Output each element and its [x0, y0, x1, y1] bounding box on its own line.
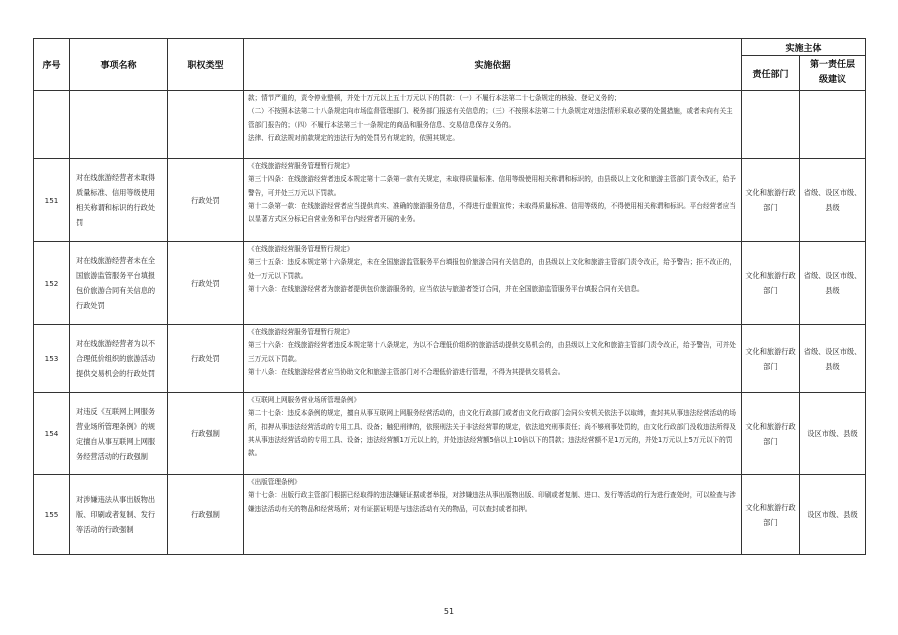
- row-dept: 文化和旅游行政部门: [742, 393, 800, 475]
- page-number: 51: [443, 607, 455, 616]
- row-type: [168, 91, 244, 159]
- table-row: [34, 325, 866, 393]
- basis-paragraph: 第十七条：出版行政主管部门根据已经取得的违法嫌疑证据或者举报，对涉嫌违法从事出版物出版、印刷或者复制、进口、发行等活动的行为进行查处时，可以检查与涉嫌违法活动有关的物品和经营场所；对有证据证明是与违法活动有关的物品，可以查封或者扣押。: [248, 491, 736, 513]
- basis-paragraph: 第十八条：在线旅游经营者应当协助文化和旅游主管部门对不合理低价游进行管理，不得为其提供交易机会。: [248, 367, 565, 376]
- header-basis: 实施依据: [244, 39, 742, 91]
- row-no: 152: [34, 242, 70, 325]
- row-type: 行政处罚: [168, 159, 244, 242]
- row-type: 行政处罚: [168, 242, 244, 325]
- table-row: [34, 475, 866, 555]
- row-level: 省级、设区市级、县级: [800, 325, 866, 393]
- row-type: 行政强制: [168, 475, 244, 555]
- basis-paragraph: 《在线旅游经营服务管理暂行规定》: [248, 328, 354, 336]
- row-no: 154: [34, 393, 70, 475]
- row-level: 设区市级、县级: [800, 475, 866, 555]
- row-name: 对违反《互联网上网服务营业场所管理条例》的规定擅自从事互联网上网服务经营活动的行政强制: [70, 393, 168, 475]
- header-level: 第一责任层级建议: [800, 56, 866, 91]
- row-type: 行政强制: [168, 393, 244, 475]
- row-dept: 文化和旅游行政部门: [742, 159, 800, 242]
- row-level: 省级、设区市级、县级: [800, 159, 866, 242]
- row-dept: [742, 91, 800, 159]
- enforcement-table: [33, 38, 866, 555]
- table-row: [34, 91, 866, 159]
- basis-paragraph: 《出版管理条例》: [248, 478, 301, 486]
- row-level: [800, 91, 866, 159]
- table-row: [34, 242, 866, 325]
- basis-paragraph: 款；情节严重的，责令停业整顿，并处十万元以上五十万元以下的罚款：（一）不履行本法第二十七条规定的核验、登记义务的；: [248, 94, 621, 102]
- basis-paragraph: 第三十四条：在线旅游经营者违反本规定第十二条第一款有关规定，未取得质量标准、信用等级使用相关称谓和标识的，由县级以上文化和旅游主管部门责令改正，给予警告，可并处三万元以下罚款。: [248, 175, 736, 197]
- basis-paragraph: 第十二条第一款：在线旅游经营者应当提供真实、准确的旅游服务信息，不得进行虚假宣传；未取得质量标准、信用等级的，不得使用相关称谓和标识。平台经营者应当以显著方式区分标记自营业务和平台内经营者开展的业务。: [248, 201, 736, 224]
- row-basis: [244, 159, 742, 242]
- header-subject: 实施主体: [742, 39, 866, 56]
- basis-paragraph: 第二十七条：违反本条例的规定，擅自从事互联网上网服务经营活动的，由文化行政部门或者由文化行政部门会同公安机关依法予以取缔，查封其从事违法经营活动的场所，扣押从事违法经营活动的专用工具、设备；触犯刑律的，依照刑法关于非法经营罪的规定，依法追究刑事责任；尚不够刑事处罚的，由文化行政部门没收违法所得及其从事违法经营活动的专用工具、设备；违法经营额1万元以上的，并处违法经营额5倍以上10倍以下的罚款；违法经营额不足1万元的，并处1万元以上5万元以下的罚款。: [248, 409, 736, 458]
- row-no: 153: [34, 325, 70, 393]
- row-basis: [244, 325, 742, 393]
- row-no: 155: [34, 475, 70, 555]
- row-name: 对在线旅游经营者为以不合理低价组织的旅游活动提供交易机会的行政处罚: [70, 325, 168, 393]
- row-name: [70, 91, 168, 159]
- basis-paragraph: （二）不按照本法第二十八条规定向市场监督管理部门、税务部门报送有关信息的；（三）不按照本法第二十九条规定对违法情形采取必要的处置措施，或者未向有关主管部门报告的；（四）不履行本法第三十一条规定的商品和服务信息、交易信息保存义务的。: [248, 107, 733, 129]
- basis-paragraph: 法律、行政法规对前款规定的违法行为的处罚另有规定的，依照其规定。: [248, 133, 459, 142]
- row-dept: 文化和旅游行政部门: [742, 325, 800, 393]
- row-basis: [244, 91, 742, 159]
- row-no: 151: [34, 159, 70, 242]
- basis-paragraph: 第十六条：在线旅游经营者为旅游者提供包价旅游服务的，应当依法与旅游者签订合同，并在全国旅游监管服务平台填报合同有关信息。: [248, 284, 644, 293]
- basis-paragraph: 《互联网上网服务营业场所管理条例》: [248, 396, 361, 404]
- table-row: [34, 393, 866, 475]
- basis-paragraph: 第三十五条：违反本规定第十六条规定，未在全国旅游监管服务平台填报包价旅游合同有关信息的，由县级以上文化和旅游主管部门责令改正，给予警告；拒不改正的，处一万元以下罚款。: [248, 258, 736, 280]
- row-basis: [244, 393, 742, 475]
- basis-paragraph: 《在线旅游经营服务管理暂行规定》: [248, 162, 354, 170]
- basis-paragraph: 《在线旅游经营服务管理暂行规定》: [248, 245, 354, 253]
- row-no: [34, 91, 70, 159]
- row-level: 省级、设区市级、县级: [800, 242, 866, 325]
- row-basis: [244, 475, 742, 555]
- row-level: 设区市级、县级: [800, 393, 866, 475]
- header-no: 序号: [34, 39, 70, 91]
- row-dept: 文化和旅游行政部门: [742, 242, 800, 325]
- header-dept: 责任部门: [742, 56, 800, 91]
- row-type: 行政处罚: [168, 325, 244, 393]
- row-dept: 文化和旅游行政部门: [742, 475, 800, 555]
- row-basis: [244, 242, 742, 325]
- header-name: 事项名称: [70, 39, 168, 91]
- row-name: 对在线旅游经营者未在全国旅游监管服务平台填报包价旅游合同有关信息的行政处罚: [70, 242, 168, 325]
- row-name: 对在线旅游经营者未取得质量标准、信用等级使用相关称谓和标识的行政处罚: [70, 159, 168, 242]
- table-row: [34, 159, 866, 242]
- header-type: 职权类型: [168, 39, 244, 91]
- row-name: 对涉嫌违法从事出版物出版、印刷或者复制、发行等活动的行政强制: [70, 475, 168, 555]
- basis-paragraph: 第三十六条：在线旅游经营者违反本规定第十八条规定，为以不合理低价组织的旅游活动提供交易机会的，由县级以上文化和旅游主管部门责令改正，给予警告，可并处三万元以下罚款。: [248, 341, 736, 363]
